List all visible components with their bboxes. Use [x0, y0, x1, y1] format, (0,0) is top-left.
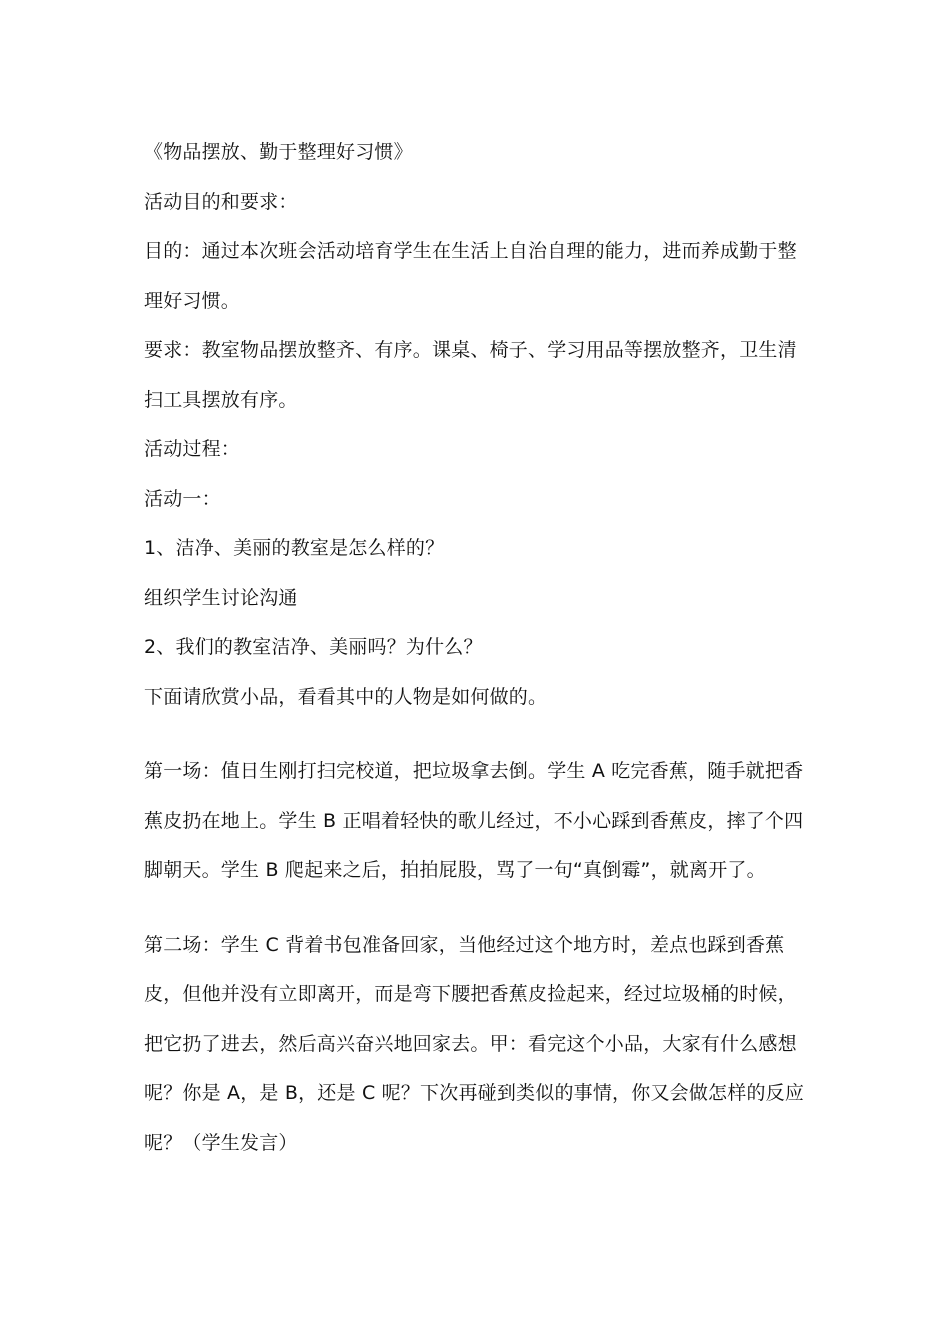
paragraph-purpose-heading: 活动目的和要求：	[144, 190, 298, 213]
document-body	[144, 128, 808, 1168]
paragraph-discussion: 组织学生讨论沟通	[144, 586, 298, 609]
paragraph-spacer	[144, 722, 808, 747]
paragraph-scene-one: 第一场：值日生刚打扫完校道，把垃圾拿去倒。学生 A 吃完香蕉，随手就把香蕉皮扔在地上。学生 B 正唱着轻快的歌儿经过，不小心踩到香蕉皮，摔了个四脚朝天。学生 B 爬起来之后，拍拍屁股，骂了一句“真倒霉”，就离开了。	[144, 760, 804, 881]
paragraph-process-heading: 活动过程：	[144, 438, 241, 460]
paragraph-skit-intro: 下面请欣赏小品，看看其中的人物是如何做的。	[144, 685, 548, 708]
paragraph-goal: 目的：通过本次班会活动培育学生在生活上自治自理的能力，进而养成勤于整理好习惯。	[144, 240, 797, 312]
paragraph-requirements: 要求：教室物品摆放整齐、有序。课桌、椅子、学习用品等摆放整齐，卫生清扫工具摆放有序。	[144, 339, 797, 411]
paragraph-spacer	[144, 896, 808, 921]
paragraph-question-two: 2、我们的教室洁净、美丽吗？为什么？	[144, 636, 483, 658]
paragraph-scene-two: 第二场：学生 C 背着书包准备回家，当他经过这个地方时，差点也踩到香蕉皮，但他并没有立即离开，而是弯下腰把香蕉皮捡起来，经过垃圾桶的时候，把它扔了进去，然后高兴奋兴地回家去。甲：看完这个小品，大家有什么感想呢？你是 A，是 B，还是 C 呢？下次再碰到类似的事情，你又会做怎样的反应呢？（学生发言）	[144, 933, 805, 1154]
paragraph-question-one: 1、洁净、美丽的教室是怎么样的？	[144, 537, 445, 559]
document-title: 《物品摆放、勤于整理好习惯》	[144, 141, 413, 163]
paragraph-activity-one: 活动一：	[144, 487, 221, 510]
